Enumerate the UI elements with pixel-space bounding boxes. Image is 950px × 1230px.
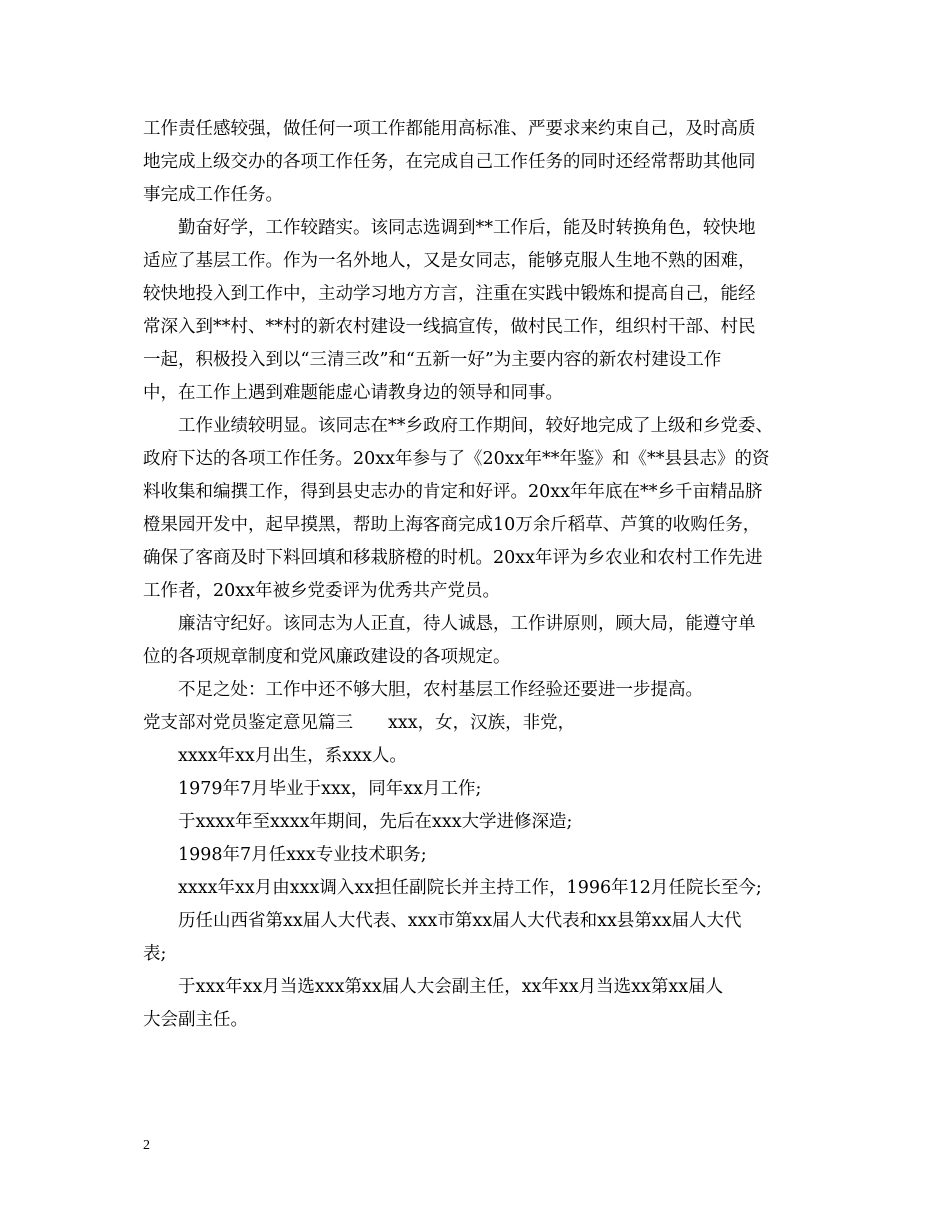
text-line: 较快地投入到工作中，主动学习地方方言，注重在实践中锻炼和提高自己，能经 bbox=[143, 284, 756, 304]
text-line: 工作者，20xx年被乡党委评为优秀共产党员。 bbox=[143, 581, 501, 601]
paragraph-achievements bbox=[143, 410, 813, 608]
paragraph-continued bbox=[143, 113, 813, 212]
bio-paragraph-representative bbox=[143, 905, 813, 971]
text-line: 确保了客商及时下料回填和移栽脐橙的时机。20xx年评为乡农业和农村工作先进 bbox=[143, 548, 763, 568]
text-line: 一起，积极投入到以“三清三改”和“五新一好”为主要内容的新农村建设工作 bbox=[143, 350, 722, 370]
text-line: 中，在工作上遇到难题能虚心请教身边的领导和同事。 bbox=[143, 383, 563, 403]
text-line: 地完成上级交办的各项工作任务，在完成自己工作任务的同时还经常帮助其他同 bbox=[143, 152, 756, 172]
text-line: 历任山西省第xx届人大代表、xxx市第xx届人大代表和xx县第xx届人大代 bbox=[178, 911, 742, 931]
bio-line-title: 1998年7月任xxx专业技术职务; bbox=[178, 845, 427, 865]
bio-paragraph-elected bbox=[143, 971, 813, 1037]
section-heading-line: 党支部对党员鉴定意见篇三 xxx，女，汉族，非党， bbox=[143, 713, 576, 733]
text-line: 工作业绩较明显。该同志在**乡政府工作期间，较好地完成了上级和乡党委、 bbox=[178, 416, 773, 436]
text-line: 大会副主任。 bbox=[143, 1010, 248, 1030]
document-body bbox=[143, 113, 813, 1037]
text-line: 料收集和编撰工作，得到县史志办的肯定和好评。20xx年年底在**乡千亩精品脐 bbox=[143, 482, 763, 502]
bio-line-study: 于xxxx年至xxxx年期间，先后在xxx大学进修深造; bbox=[178, 812, 573, 832]
text-line: 于xxx年xx月当选xxx第xx届人大会副主任，xx年xx月当选xx第xx届人 bbox=[178, 977, 724, 997]
text-line: 橙果园开发中，起早摸黑，帮助上海客商完成10万余斤稻草、芦箕的收购任务， bbox=[143, 515, 761, 535]
text-line: 表; bbox=[143, 944, 167, 964]
text-line: 常深入到**村、**村的新农村建设一线搞宣传，做村民工作，组织村干部、村民 bbox=[143, 317, 756, 337]
text-line: 勤奋好学，工作较踏实。该同志选调到**工作后，能及时转换角色，较快地 bbox=[178, 218, 756, 238]
text-line: 位的各项规章制度和党风廉政建设的各项规定。 bbox=[143, 647, 511, 667]
bio-line-graduation: 1979年7月毕业于xxx，同年xx月工作; bbox=[178, 779, 482, 799]
text-line: 政府下达的各项工作任务。20xx年参与了《20xx年**年鉴》和《**县县志》的资 bbox=[143, 449, 770, 469]
paragraph-integrity bbox=[143, 608, 813, 674]
bio-line-transfer: xxxx年xx月由xxx调入xx担任副院长并主持工作，1996年12月任院长至今; bbox=[178, 878, 762, 898]
text-line: 工作责任感较强，做任何一项工作都能用高标准、严要求来约束自己，及时高质 bbox=[143, 119, 756, 139]
bio-line-birth: xxxx年xx月出生，系xxx人。 bbox=[178, 746, 407, 766]
paragraph-shortcomings: 不足之处：工作中还不够大胆，农村基层工作经验还要进一步提高。 bbox=[178, 680, 703, 700]
paragraph-diligent bbox=[143, 212, 813, 410]
text-line: 事完成工作任务。 bbox=[143, 185, 283, 205]
text-line: 廉洁守纪好。该同志为人正直，待人诚恳，工作讲原则，顾大局，能遵守单 bbox=[178, 614, 756, 634]
text-line: 适应了基层工作。作为一名外地人，又是女同志，能够克服人生地不熟的困难， bbox=[143, 251, 756, 271]
page-number: 2 bbox=[143, 1138, 150, 1153]
